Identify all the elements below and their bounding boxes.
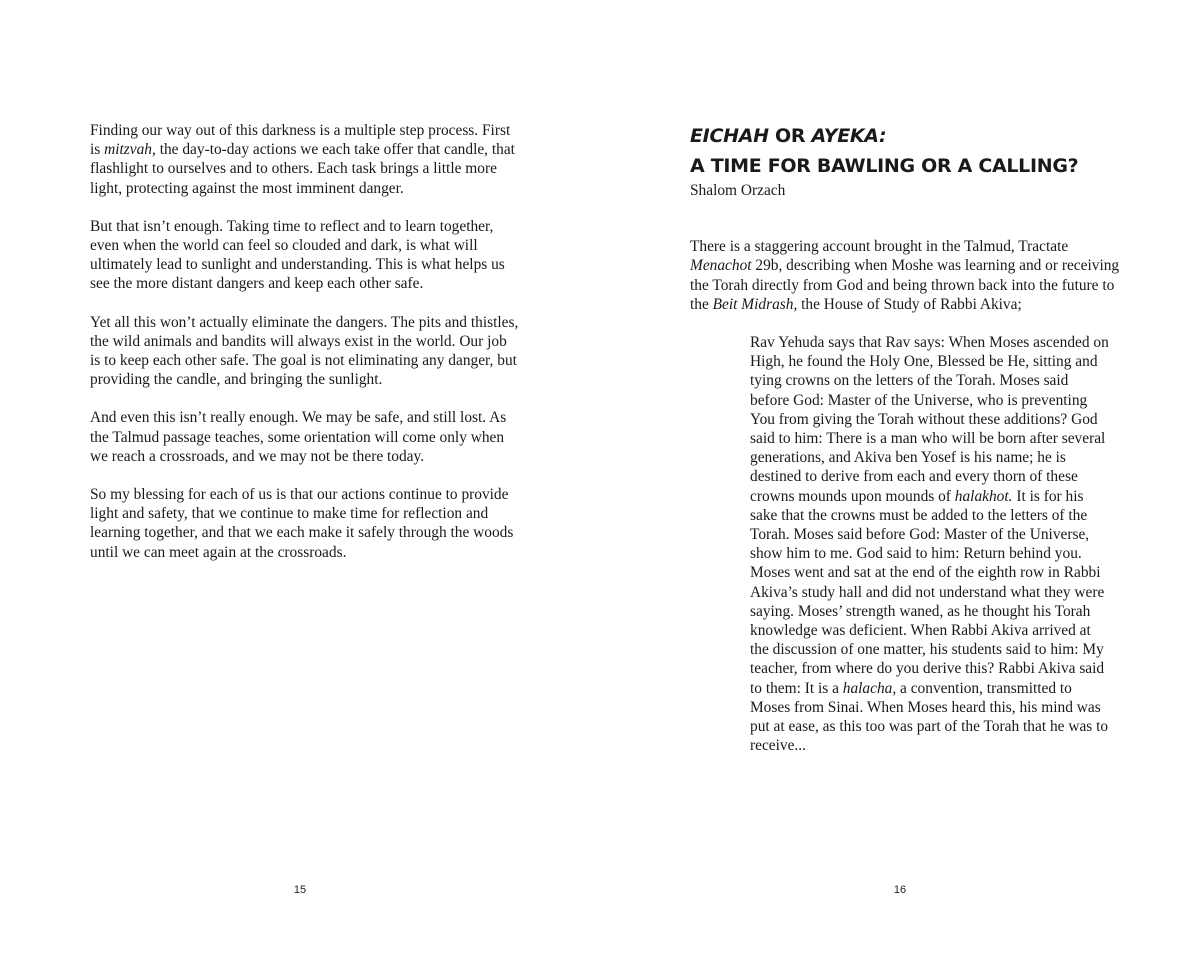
right-text-column [690,121,1120,755]
paragraph-5: So my blessing for each of us is that our actions continue to provide light and safety, that we continue to make time for reflection and learning together, and that we each make it safely through the woods until we can meet again at the crossroads. [90,486,514,561]
paragraph-1: Finding our way out of this darkness is a multiple step process. First is mitzvah, the day-to-day actions we each take offer that candle, that flashlight to ourselves and to others. Each task brings a little more light, protecting against the most imminent danger. [90,122,515,197]
paragraph-4: And even this isn’t really enough. We may be safe, and still lost. As the Talmud passage teaches, some orientation will come only when we reach a crossroads, and we may not be there today. [90,409,507,465]
intro-paragraph: There is a staggering account brought in the Talmud, Tractate Menachot 29b, describing when Moshe was learning and or receiving the Torah directly from God and being thrown back into the future to the Beit Midrash, the House of Study of Rabbi Akiva; [690,238,1120,313]
left-text-column [90,121,520,581]
talmud-quote-block: Rav Yehuda says that Rav says: When Moses ascended on High, he found the Holy One, Blessed be He, sitting and tying crowns on the letters of the Torah. Moses said before God: Master of the Universe, who is preventing You from giving the Torah without these additions? God said to him: There is a man who will be born after several generations, and Akiva ben Yosef is his name; he is destined to derive from each and every thorn of these crowns mounds upon mounds of halakhot. It is for his sake that the crowns must be added to the letters of the Torah. Moses said before God: Master of the Universe, show him to me. God said to him: Return behind you. Moses went and sat at the end of the eighth row in Rabbi Akiva’s study hall and did not understand what they were saying. Moses’ strength waned, as he thought his Torah knowledge was deficient. When Rabbi Akiva arrived at the discussion of one matter, his students said to him: My teacher, from where do you derive this? Rabbi Akiva said to them: It is a halacha, a convention, transmitted to Moses from Sinai. When Moses heard this, his mind was put at ease, as this too was part of the Torah that he was to receive... [750,334,1109,755]
paragraph-2: But that isn’t enough. Taking time to reflect and to learn together, even when the world can feel so clouded and dark, is what will ultimately lead to sunlight and understanding. This is what helps us see the more distant dangers and keep each other safe. [90,217,505,293]
right-page [600,0,1200,960]
page-number-right: 16 [893,884,907,896]
paragraph-3: Yet all this won’t actually eliminate the dangers. The pits and thistles, the wild animals and bandits will always exist in the world. Our job is to keep each other safe. The goal is not eliminating any danger, but providing the candle, and bringing the sunlight. [90,313,519,389]
author-name: Shalom Orzach [690,182,786,199]
chapter-title [690,121,1120,181]
title-line-1: EICHAH OR AYEKA: [690,125,887,147]
page-number-left: 15 [293,884,307,896]
emphasis-mitzvah: mitzvah, [104,141,156,159]
title-line-2: A TIME FOR BAWLING OR A CALLING? [690,155,1079,177]
